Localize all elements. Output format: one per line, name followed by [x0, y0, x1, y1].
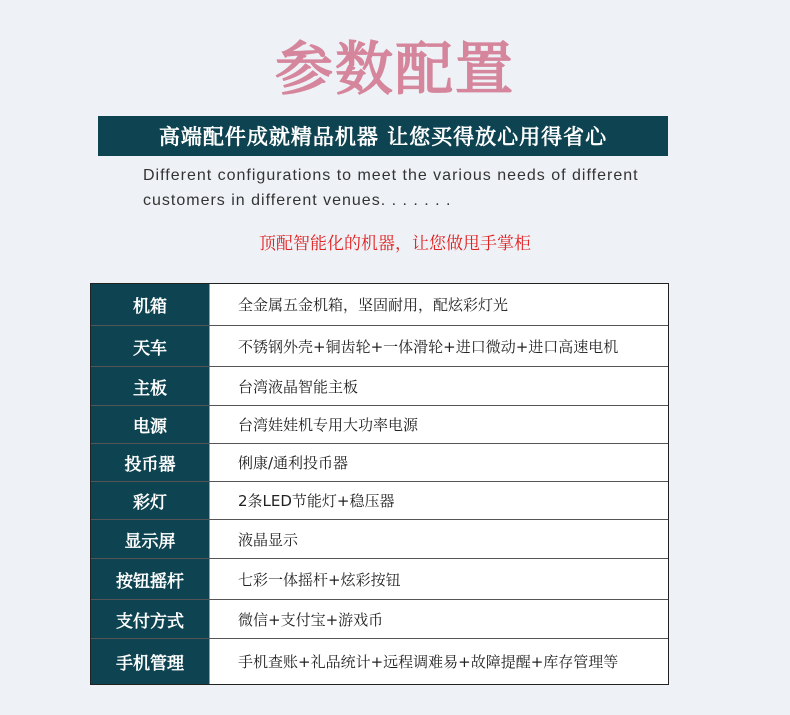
spec-row-payment [91, 600, 668, 639]
spec-value: 2条LED节能灯+稳压器 [238, 492, 395, 510]
page-title: 参数配置 [274, 35, 515, 103]
spec-table [90, 283, 669, 685]
spec-label: 机箱 [91, 284, 210, 325]
spec-row-cabinet [91, 284, 668, 326]
spec-label: 主板 [91, 367, 210, 405]
spec-value: 不锈钢外壳+铜齿轮+一体滑轮+进口微动+进口高速电机 [238, 337, 619, 356]
spec-value: 七彩一体摇杆+炫彩按钮 [238, 570, 401, 589]
english-description: Different configurations to meet the various needs of different customers in different venues. . . . . . . [143, 167, 639, 209]
spec-row-lights [91, 482, 668, 520]
spec-row-joystick [91, 559, 668, 600]
spec-value: 微信+支付宝+游戏币 [238, 610, 384, 629]
spec-row-crane [91, 326, 668, 367]
spec-label: 手机管理 [91, 639, 210, 684]
subtitle: 顶配智能化的机器，让您做甩手掌柜 [259, 234, 531, 254]
spec-row-mainboard [91, 367, 668, 406]
spec-label: 彩灯 [91, 482, 210, 519]
spec-value: 俐康/通利投币器 [238, 454, 349, 472]
spec-label: 投币器 [91, 444, 210, 481]
spec-label: 按钮摇杆 [91, 559, 210, 599]
spec-value: 液晶显示 [238, 530, 299, 549]
spec-value: 台湾液晶智能主板 [238, 377, 359, 396]
slogan-banner: 高端配件成就精品机器 让您买得放心用得省心 [98, 116, 668, 156]
spec-label: 天车 [91, 326, 210, 366]
spec-row-mobile-management [91, 639, 668, 684]
spec-value: 手机查账+礼品统计+远程调难易+故障提醒+库存管理等 [238, 653, 619, 671]
spec-label: 显示屏 [91, 520, 210, 558]
spec-row-power [91, 406, 668, 444]
spec-label: 电源 [91, 406, 210, 443]
spec-value: 台湾娃娃机专用大功率电源 [238, 416, 419, 434]
spec-label: 支付方式 [91, 600, 210, 638]
spec-row-coin-acceptor [91, 444, 668, 482]
spec-value: 全金属五金机箱，坚固耐用，配炫彩灯光 [238, 296, 509, 314]
spec-row-display [91, 520, 668, 559]
